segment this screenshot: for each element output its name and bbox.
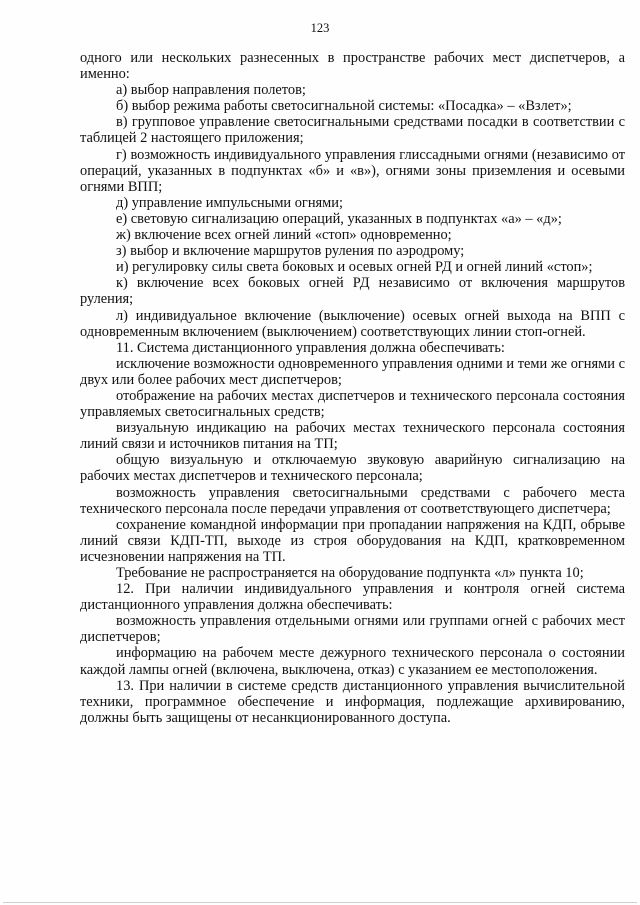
list-item-v: в) групповое управление светосигнальными средствами посадки в соответствии с таблицей 2 настоящего приложения; (80, 114, 625, 147)
list-item-z: з) выбор и включение маршрутов руления по аэродрому; (116, 243, 465, 260)
list-item-b: б) выбор режима работы светосигнальной системы: «Посадка» – «Взлет»; (116, 98, 572, 115)
paragraph: возможность управления отдельными огнями или группами огней с рабочих мест диспетчеров; (80, 613, 625, 646)
list-item-d: д) управление импульсными огнями; (116, 194, 343, 211)
paragraph: информацию на рабочем месте дежурного технического персонала о состоянии каждой лампы огней (включена, выключена, отказ) с указанием ее местоположения. (80, 645, 625, 678)
scan-edge-line (3, 902, 637, 903)
document-body (80, 50, 625, 726)
list-item-a: а) выбор направления полетов; (116, 82, 306, 99)
paragraph: исключение возможности одновременного управления одними и теми же огнями с двух или более рабочих мест диспетчеров; (80, 355, 625, 388)
list-item-l: л) индивидуальное включение (выключение) осевых огней выхода на ВПП с одновременным включением (выключением) соответствующих линии стоп-огней. (80, 307, 625, 340)
paragraph: сохранение командной информации при пропадании напряжения на КДП, обрыве линий связи КДП-ТП, выходе из строя оборудования на КДП, кратковременном исчезновении напряжения на ТП. (80, 516, 625, 565)
section-12-heading: 12. При наличии индивидуального управления и контроля огней система дистанционного управления должна обеспечивать: (80, 581, 625, 614)
page-number: 123 (310, 21, 330, 35)
section-11-heading: 11. Система дистанционного управления должна обеспечивать: (116, 339, 505, 356)
section-13-paragraph: 13. При наличии в системе средств дистанционного управления вычислительной техники, программное обеспечение и информация, подлежащие архивированию, должны быть защищены от несанкционированного доступа. (80, 677, 625, 726)
paragraph: общую визуальную и отключаемую звуковую аварийную сигнализацию на рабочих местах диспетчеров и технического персонала; (80, 452, 625, 485)
list-item-i: и) регулировку силы света боковых и осевых огней РД и огней линий «стоп»; (116, 259, 593, 276)
paragraph: визуальную индикацию на рабочих местах технического персонала состояния линий связи и источников питания на ТП; (80, 420, 625, 453)
list-item-g: г) возможность индивидуального управления глиссадными огнями (независимо от операций, указанных в подпунктах «б» и «в»), огнями зоны приземления и осевыми огнями ВПП; (80, 146, 625, 195)
list-item-zh: ж) включение всех огней линий «стоп» одновременно; (116, 227, 452, 244)
paragraph-continuation: одного или нескольких разнесенных в пространстве рабочих мест диспетчеров, а именно: (80, 50, 625, 83)
paragraph: отображение на рабочих местах диспетчеров и технического персонала состояния управляемых светосигнальных средств; (80, 387, 625, 421)
list-item-k: к) включение всех боковых огней РД независимо от включения маршрутов руления; (80, 275, 625, 308)
paragraph: возможность управления светосигнальными средствами с рабочего места технического персонала после передачи управления от соответствующего диспетчера; (80, 484, 625, 517)
paragraph: Требование не распространяется на оборудование подпункта «л» пункта 10; (116, 565, 584, 581)
list-item-e: е) световую сигнализацию операций, указанных в подпунктах «а» – «д»; (116, 210, 562, 227)
